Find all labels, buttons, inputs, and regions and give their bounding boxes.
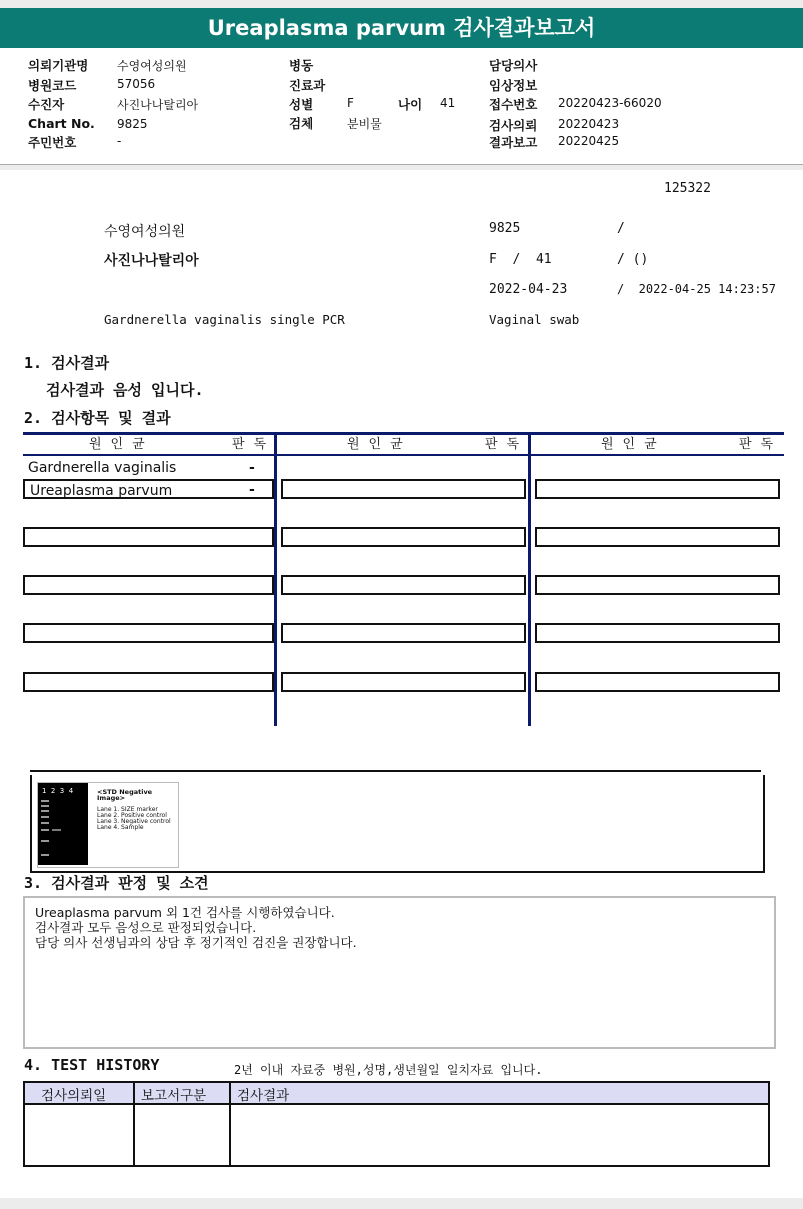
col-header-result: 판독 <box>485 437 529 452</box>
header-label-report-date: 결과보고 <box>489 135 538 150</box>
remarks-line: 담당 의사 선생님과의 상담 후 정기적인 검진을 권장합니다. <box>35 935 357 950</box>
remarks-line: 검사결과 모두 음성으로 판정되었습니다. <box>35 920 257 935</box>
result-cell <box>281 527 526 547</box>
gel-title: <STD Negative Image> <box>97 788 153 802</box>
result-cell <box>281 623 526 643</box>
body-request-date: 2022-04-23 <box>489 282 568 297</box>
body-chart-no: 9825 <box>489 221 521 236</box>
header-value-age: 41 <box>440 96 456 110</box>
grid-divider-1 <box>274 432 277 726</box>
result-cell <box>281 479 526 499</box>
body-report-datetime: / 2022-04-25 14:23:57 <box>617 282 776 296</box>
body-slash: / <box>617 221 625 236</box>
header-label-request-date: 검사의뢰 <box>489 118 538 133</box>
section1-title: 1. 검사결과 <box>24 354 110 372</box>
gel-electrophoresis-image <box>37 782 179 868</box>
header-value-patient: 사진나나탈리아 <box>117 98 199 112</box>
result-organism-name: Gardnerella vaginalis <box>28 460 177 476</box>
header-label-age: 나이 <box>398 97 423 112</box>
result-cell <box>23 623 274 643</box>
result-value: - <box>249 482 255 498</box>
header-value-request-date: 20220423 <box>558 117 620 131</box>
gel-legend-item: Lane 1. SIZE marker <box>97 806 158 813</box>
body-patient-name: 사진나나탈리아 <box>104 253 199 269</box>
header-label-ward: 병동 <box>289 58 314 73</box>
header-label-sex: 성별 <box>289 97 314 112</box>
result-cell <box>23 527 274 547</box>
grid-divider-2 <box>528 432 531 726</box>
header-label-institution: 의뢰기관명 <box>28 58 89 73</box>
history-table <box>23 1081 770 1167</box>
result-cell <box>23 672 274 692</box>
history-col-divider <box>133 1083 135 1165</box>
history-col-report-type: 보고서구분 <box>141 1088 207 1104</box>
header-value-receipt-no: 20220423-66020 <box>558 96 662 110</box>
result-value: - <box>249 460 255 476</box>
report-body <box>0 170 803 1198</box>
gel-legend-item: Lane 4. Sample <box>97 824 144 831</box>
history-table-header <box>25 1083 768 1105</box>
col-header-organism: 원인균 <box>347 437 412 452</box>
report-title: Ureaplasma parvum 검사결과보고서 <box>0 8 803 48</box>
results-grid <box>23 432 784 726</box>
header-label-doctor: 담당의사 <box>489 58 538 73</box>
header-label-hospital-code: 병원코드 <box>28 78 77 93</box>
result-organism-name: Ureaplasma parvum <box>30 483 173 499</box>
header-label-specimen: 검체 <box>289 116 314 131</box>
body-specimen: Vaginal swab <box>489 312 580 327</box>
report-number: 125322 <box>664 181 711 196</box>
header-value-report-date: 20220425 <box>558 134 620 148</box>
header-label-clinical-info: 임상정보 <box>489 78 538 93</box>
result-cell <box>535 527 780 547</box>
header-label-patient: 수진자 <box>28 97 65 112</box>
result-cell <box>535 575 780 595</box>
body-slash-paren: / () <box>617 252 649 267</box>
gel-legend <box>97 789 178 831</box>
report-header <box>0 48 803 165</box>
gel-legend-item: Lane 2. Positive control <box>97 812 167 819</box>
grid-header-rule <box>23 454 784 456</box>
result-cell <box>281 575 526 595</box>
body-test-name: Gardnerella vaginalis single PCR <box>104 312 345 327</box>
history-col-result: 검사결과 <box>237 1088 290 1104</box>
header-value-chart-no: 9825 <box>117 117 148 131</box>
result-cell <box>535 623 780 643</box>
col-header-organism: 원인균 <box>601 437 666 452</box>
result-cell <box>535 479 780 499</box>
header-label-resident-no: 주민번호 <box>28 135 77 150</box>
gel-bands-graphic <box>38 783 88 865</box>
result-cell <box>281 672 526 692</box>
body-institution: 수영여성의원 <box>104 224 186 240</box>
section3-title: 3. 검사결과 판정 및 소견 <box>24 874 209 892</box>
result-cell <box>23 575 274 595</box>
header-label-department: 진료과 <box>289 78 326 93</box>
header-value-hospital-code: 57056 <box>117 77 156 91</box>
col-header-result: 판독 <box>232 437 276 452</box>
header-value-sex: F <box>347 96 354 110</box>
col-header-organism: 원인균 <box>89 437 154 452</box>
result-cell <box>535 672 780 692</box>
history-note: 2년 이내 자료중 병원,성명,생년월일 일치자료 입니다. <box>234 1063 543 1077</box>
col-header-result: 판독 <box>739 437 783 452</box>
header-value-specimen: 분비물 <box>347 117 382 131</box>
header-value-institution: 수영여성의원 <box>117 59 187 73</box>
body-sex-age: F / 41 <box>489 252 552 267</box>
gel-legend-item: Lane 3. Negative control <box>97 818 171 825</box>
section2-title: 2. 검사항목 및 결과 <box>24 409 171 427</box>
section4-title: 4. TEST HISTORY <box>24 1056 160 1074</box>
gel-top-rule <box>30 770 761 772</box>
header-label-chart-no: Chart No. <box>28 116 95 131</box>
remarks-line: Ureaplasma parvum 외 1건 검사를 시행하였습니다. <box>35 905 335 920</box>
history-col-request-date: 검사의뢰일 <box>41 1088 107 1104</box>
gel-lanes-image <box>38 783 88 865</box>
gel-lane-numbers: 1 2 3 4 <box>42 787 74 795</box>
remarks-box <box>23 896 776 1049</box>
header-label-receipt-no: 접수번호 <box>489 97 538 112</box>
section1-result-text: 검사결과 음성 입니다. <box>46 381 204 399</box>
history-col-divider <box>229 1083 231 1165</box>
header-value-resident-no: - <box>117 134 122 148</box>
